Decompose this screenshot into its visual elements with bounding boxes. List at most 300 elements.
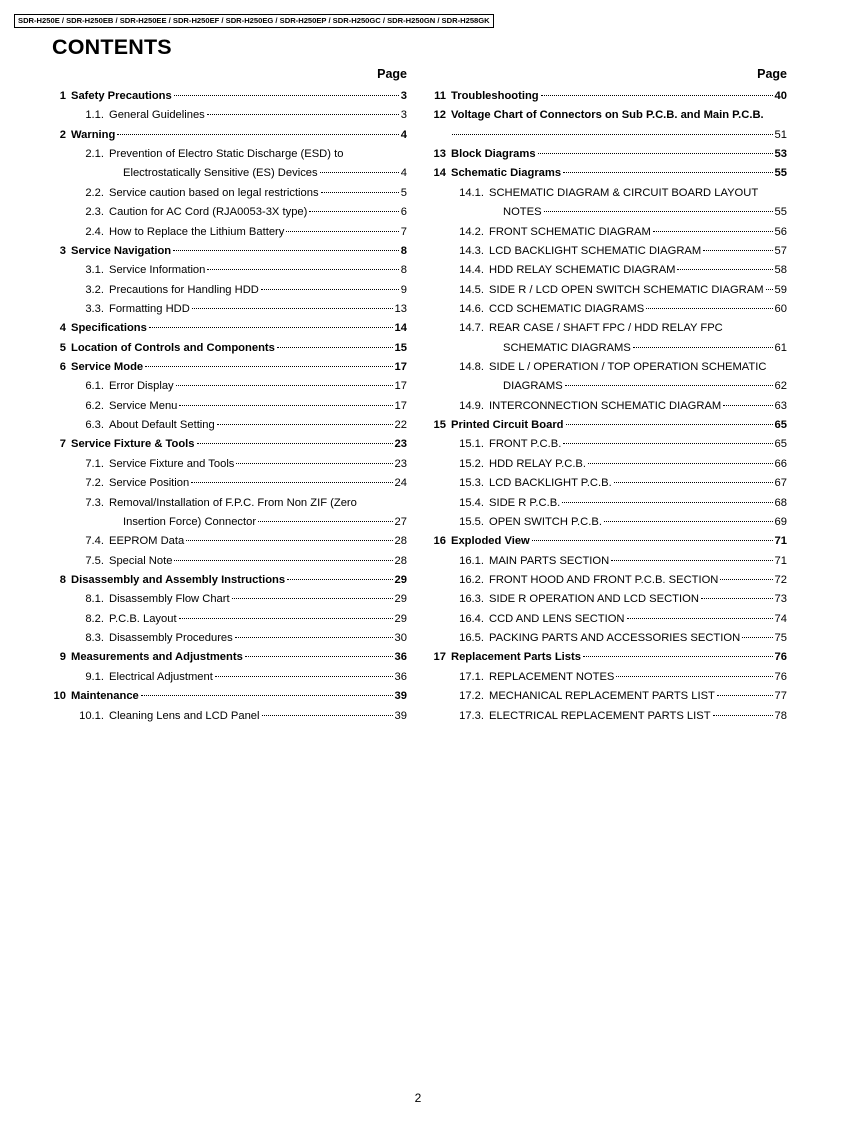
toc-entry-number: 15.4.: [459, 496, 484, 509]
toc-entry[interactable]: [52, 242, 407, 261]
toc-entry-number: 6.1.: [85, 380, 104, 393]
toc-entry[interactable]: [52, 223, 407, 242]
toc-entry-title: Service Position: [109, 477, 190, 490]
dot-leader: [614, 480, 773, 483]
toc-entry[interactable]: [432, 87, 787, 106]
toc-entry-title: MECHANICAL REPLACEMENT PARTS LIST: [489, 690, 715, 703]
toc-entry[interactable]: [432, 474, 787, 493]
toc-entry-page: 28: [394, 535, 407, 548]
toc-list: [52, 87, 407, 726]
toc-entry-page: 30: [394, 632, 407, 645]
dot-leader: [717, 693, 773, 696]
toc-entry-page: 73: [774, 593, 787, 606]
dot-leader: [236, 461, 392, 464]
toc-entry-title: HDD RELAY P.C.B.: [489, 457, 586, 470]
toc-entry-title: HDD RELAY SCHEMATIC DIAGRAM: [489, 264, 676, 277]
dot-leader: [538, 151, 773, 154]
toc-entry-page: 29: [394, 612, 407, 625]
toc-entry-number: 14.5.: [459, 283, 484, 296]
toc-entry[interactable]: [432, 629, 787, 648]
toc-entry-number: 8: [59, 573, 66, 586]
toc-entry-page: 63: [774, 399, 787, 412]
toc-entry-title: Disassembly and Assembly Instructions: [71, 573, 286, 586]
toc-entry-page: 67: [774, 477, 787, 490]
toc-entry-number: 7.5.: [85, 554, 104, 567]
dot-leader: [179, 616, 393, 619]
toc-entry-title: CCD SCHEMATIC DIAGRAMS: [489, 302, 645, 315]
toc-entry-title: Electrostatically Sensitive (ES) Devices: [123, 167, 318, 180]
toc-entry-title: LCD BACKLIGHT P.C.B.: [489, 477, 612, 490]
toc-entry-title: Service caution based on legal restrictions: [109, 186, 319, 199]
toc-entry-page: 77: [774, 690, 787, 703]
dot-leader: [701, 596, 773, 599]
toc-entry[interactable]: [432, 416, 787, 435]
toc-entry-title: Specifications: [71, 322, 147, 335]
toc-entry[interactable]: [432, 300, 787, 319]
dot-leader: [713, 713, 773, 716]
toc-entry-number: 16.3.: [459, 593, 484, 606]
toc-entry-title: Service Mode: [71, 361, 144, 374]
toc-entry[interactable]: [52, 687, 407, 706]
toc-entry-page: 5: [400, 186, 407, 199]
toc-entry-title: Service Fixture & Tools: [71, 438, 195, 451]
dot-leader: [588, 461, 773, 464]
toc-entry[interactable]: [432, 707, 787, 726]
dot-leader: [565, 383, 773, 386]
toc-entry-title: Electrical Adjustment: [109, 670, 213, 683]
toc-entry[interactable]: [432, 494, 787, 513]
toc-entry-title: Special Note: [109, 554, 173, 567]
toc-entry-number: 6.2.: [85, 399, 104, 412]
toc-entry-title: Disassembly Flow Chart: [109, 593, 230, 606]
toc-entry-page: 36: [394, 651, 407, 664]
toc-entry[interactable]: [432, 145, 787, 164]
toc-entry[interactable]: [52, 377, 407, 396]
toc-entry[interactable]: [432, 223, 787, 242]
toc-entry-title: Exploded View: [451, 535, 530, 548]
toc-entry-page: 17: [394, 399, 407, 412]
toc-entry[interactable]: [52, 532, 407, 551]
toc-entry-title: ELECTRICAL REPLACEMENT PARTS LIST: [489, 709, 711, 722]
toc-entry[interactable]: [432, 552, 787, 571]
toc-entry[interactable]: [52, 648, 407, 667]
toc-entry-page: 69: [774, 515, 787, 528]
toc-entry-number: 8.2.: [85, 612, 104, 625]
toc-entry-page: 4: [400, 128, 407, 141]
toc-entry-number: 14.6.: [459, 302, 484, 315]
toc-entry-title: Service Navigation: [71, 244, 172, 257]
toc-entry-title: Formatting HDD: [109, 302, 190, 315]
toc-entry-page: 7: [400, 225, 407, 238]
toc-entry[interactable]: [432, 281, 787, 300]
dot-leader: [145, 364, 392, 367]
dot-leader: [627, 616, 773, 619]
toc-entry-page: 75: [774, 632, 787, 645]
toc-entry-page: 66: [774, 457, 787, 470]
toc-entry-title: SIDE R P.C.B.: [489, 496, 561, 509]
toc-entry-number: 14.2.: [459, 225, 484, 238]
toc-entry-page: 51: [774, 128, 787, 141]
dot-leader: [174, 93, 399, 96]
toc-entry[interactable]: [52, 474, 407, 493]
toc-entry-title: Precautions for Handling HDD: [109, 283, 259, 296]
toc-entry[interactable]: [52, 707, 407, 726]
toc-entry-number: 15.3.: [459, 477, 484, 490]
toc-entry-title: Service Fixture and Tools: [109, 457, 235, 470]
toc-entry-title: Block Diagrams: [451, 148, 536, 161]
dot-leader: [173, 248, 399, 251]
toc-entry[interactable]: [52, 261, 407, 280]
toc-entry-number: 11: [434, 90, 446, 102]
toc-entry-title: P.C.B. Layout: [109, 612, 177, 625]
toc-entry-number: 13: [433, 148, 446, 161]
toc-entry-number: 5: [59, 341, 66, 354]
toc-entry-page: 22: [394, 419, 407, 432]
page-title: CONTENTS: [52, 35, 172, 59]
dot-leader: [563, 170, 772, 173]
toc-entry-title: SCHEMATIC DIAGRAM & CIRCUIT BOARD LAYOUT: [489, 186, 759, 199]
toc-entry-number: 16.1.: [459, 554, 484, 567]
toc-entry[interactable]: [432, 397, 787, 416]
toc-entry-page: 76: [774, 651, 787, 664]
toc-entry-number: 9: [59, 651, 66, 664]
toc-entry-number: 7.1.: [85, 457, 104, 470]
toc-entry-number: 17.3.: [459, 709, 484, 722]
toc-entry[interactable]: [432, 377, 787, 396]
toc-entry-page: 14: [394, 322, 407, 335]
toc-entry-number: 17: [433, 651, 446, 664]
toc-entry-page: 55: [774, 167, 787, 180]
toc-entry[interactable]: [52, 339, 407, 358]
toc-entry-page: 3: [400, 109, 407, 122]
toc-entry[interactable]: [52, 397, 407, 416]
toc-entry[interactable]: [52, 629, 407, 648]
toc-entry-page: 27: [394, 515, 407, 528]
toc-entry-number: 14: [433, 167, 446, 180]
toc-entry-number: 15.5.: [459, 515, 484, 528]
dot-leader: [258, 519, 392, 522]
dot-leader: [611, 558, 772, 561]
toc-entry-page: 65: [774, 438, 787, 451]
toc-right-column: [432, 63, 787, 726]
dot-leader: [179, 403, 392, 406]
toc-entry[interactable]: [52, 126, 407, 145]
toc-entry[interactable]: [432, 610, 787, 629]
toc-entry-page: 72: [774, 573, 787, 586]
toc-entry-title: CCD AND LENS SECTION: [489, 612, 625, 625]
toc-entry-page: 76: [774, 670, 787, 683]
dot-leader: [633, 345, 773, 348]
dot-leader: [541, 93, 773, 96]
toc-entry-title: FRONT SCHEMATIC DIAGRAM: [489, 225, 651, 238]
toc-entry[interactable]: [52, 203, 407, 222]
toc-entry[interactable]: [52, 571, 407, 590]
toc-entry-title: Maintenance: [71, 690, 139, 703]
toc-entry-title: Insertion Force) Connector: [123, 515, 257, 528]
toc-entry-page: 74: [774, 612, 787, 625]
toc-entry-title: INTERCONNECTION SCHEMATIC DIAGRAM: [489, 399, 722, 412]
toc-entry-number: 16.2.: [459, 573, 484, 586]
toc-entry[interactable]: [432, 242, 787, 261]
dot-leader: [117, 132, 398, 135]
dot-leader: [192, 306, 393, 309]
dot-leader: [197, 441, 393, 444]
toc-entry-number: 14.1.: [459, 186, 484, 199]
dot-leader: [720, 577, 772, 580]
toc-entry-number: 16.5.: [459, 632, 484, 645]
dot-leader: [532, 538, 773, 541]
toc-entry[interactable]: [432, 261, 787, 280]
toc-entry-page: 62: [774, 380, 787, 393]
toc-entry[interactable]: [432, 455, 787, 474]
toc-entry-number: 8.1.: [85, 593, 104, 606]
toc-entry-title: REAR CASE / SHAFT FPC / HDD RELAY FPC: [489, 322, 723, 335]
toc-entry[interactable]: [432, 687, 787, 706]
toc-entry-title: Troubleshooting: [451, 90, 539, 102]
toc-entry-title: Measurements and Adjustments: [71, 651, 243, 664]
toc-entry-number: 14.4.: [459, 264, 484, 277]
toc-entry[interactable]: [432, 203, 787, 222]
dot-leader: [646, 306, 772, 309]
toc-entry-number: 1.1.: [85, 109, 104, 122]
dot-leader: [186, 538, 392, 541]
dot-leader: [320, 170, 399, 173]
toc-entry-page: 17: [394, 361, 407, 374]
toc-entry-page: 8: [400, 264, 407, 277]
toc-entry-number: 7.4.: [85, 535, 104, 548]
toc-entry[interactable]: [432, 532, 787, 551]
toc-entry-page: 6: [400, 206, 407, 219]
toc-entry-page: 23: [394, 438, 407, 451]
toc-entry-title: SIDE R OPERATION AND LCD SECTION: [489, 593, 699, 606]
toc-entry-number: 15: [433, 419, 446, 432]
toc-entry[interactable]: [432, 339, 787, 358]
toc-entry[interactable]: [52, 358, 407, 377]
toc-entry-title: SIDE L / OPERATION / TOP OPERATION SCHEMATIC: [489, 361, 767, 374]
toc-entry-title: EEPROM Data: [109, 535, 185, 548]
dot-leader: [583, 654, 773, 657]
toc-entry-number: 2.2.: [85, 186, 104, 199]
dot-leader: [245, 654, 393, 657]
toc-entry-title: About Default Setting: [109, 419, 215, 432]
dot-leader: [563, 441, 772, 444]
toc-entry[interactable]: [52, 590, 407, 609]
toc-entry-title: Removal/Installation of F.P.C. From Non ZIF (Zero: [109, 496, 357, 509]
toc-entry-number: 2: [59, 128, 66, 141]
toc-entry-number: 7.3.: [85, 496, 104, 509]
toc-entry[interactable]: [432, 319, 787, 338]
toc-entry-page: 9: [400, 283, 407, 296]
dot-leader: [309, 209, 398, 212]
toc-entry-page: 59: [774, 283, 787, 296]
toc-entry[interactable]: [52, 164, 407, 183]
toc-entry-title: SCHEMATIC DIAGRAMS: [503, 341, 631, 354]
toc-entry-title: NOTES: [503, 206, 542, 219]
toc-entry[interactable]: [52, 300, 407, 319]
toc-entry-page: 39: [394, 709, 407, 722]
toc-entry-page: 29: [394, 573, 407, 586]
dot-leader: [174, 558, 392, 561]
toc-entry[interactable]: [432, 358, 787, 377]
toc-entry-title: OPEN SWITCH P.C.B.: [489, 515, 602, 528]
toc-entry-title: Prevention of Electro Static Discharge (ESD) to: [109, 148, 344, 161]
toc-entry-number: 9.1.: [85, 670, 104, 683]
toc-entry-number: 8.3.: [85, 632, 104, 645]
dot-leader: [191, 480, 392, 483]
toc-entry-number: 6: [59, 361, 66, 374]
toc-entry-page: 55: [774, 206, 787, 219]
toc-entry-number: 3.3.: [85, 302, 104, 315]
toc-entry-title: FRONT HOOD AND FRONT P.C.B. SECTION: [489, 573, 719, 586]
toc-entry[interactable]: [432, 435, 787, 454]
toc-entry-title: General Guidelines: [109, 109, 205, 122]
toc-entry-number: 2.4.: [85, 225, 104, 238]
toc-left-column: [52, 63, 407, 726]
toc-entry-title: Schematic Diagrams: [451, 167, 562, 180]
toc-entry-page: 71: [774, 535, 787, 548]
dot-leader: [207, 267, 398, 270]
dot-leader: [604, 519, 773, 522]
toc-entry-title: FRONT P.C.B.: [489, 438, 562, 451]
dot-leader: [677, 267, 772, 270]
toc-entry-number: 2.1.: [85, 148, 104, 161]
dot-leader: [703, 248, 772, 251]
dot-leader: [321, 190, 399, 193]
toc-entry-number: 17.2.: [459, 690, 484, 703]
page-number: 2: [414, 1091, 422, 1105]
toc-entry-page: 65: [774, 419, 787, 432]
toc-entry-page: 68: [774, 496, 787, 509]
dot-leader: [544, 209, 773, 212]
toc-entry-page: 78: [774, 709, 787, 722]
toc-entry-number: 3: [59, 244, 66, 257]
toc-entry-page: 4: [400, 167, 407, 180]
toc-entry-title: SIDE R / LCD OPEN SWITCH SCHEMATIC DIAGRAM: [489, 283, 764, 296]
toc-entry-number: 16: [433, 535, 446, 548]
toc-entry-title: Replacement Parts Lists: [451, 651, 581, 664]
toc-entry[interactable]: [432, 668, 787, 687]
toc-entry-page: 13: [394, 302, 407, 315]
toc-entry-title: MAIN PARTS SECTION: [489, 554, 610, 567]
toc-entry[interactable]: [52, 281, 407, 300]
toc-entry-title: Caution for AC Cord (RJA0053-3X type): [109, 206, 308, 219]
toc-entry-title: Safety Precautions: [71, 90, 172, 102]
toc-entry[interactable]: [432, 648, 787, 667]
toc-entry[interactable]: [432, 571, 787, 590]
toc-entry[interactable]: [52, 513, 407, 532]
dot-leader: [262, 713, 393, 716]
dot-leader: [232, 596, 393, 599]
toc-entry[interactable]: [432, 184, 787, 203]
toc-entry-page: 58: [774, 264, 787, 277]
toc-entry[interactable]: [52, 87, 407, 106]
dot-leader: [287, 577, 392, 580]
dot-leader: [566, 422, 773, 425]
toc-entry-page: 53: [774, 148, 787, 161]
toc-entry[interactable]: [52, 435, 407, 454]
toc-entry-number: 12: [433, 109, 446, 122]
toc-entry-title: PACKING PARTS AND ACCESSORIES SECTION: [489, 632, 741, 645]
toc-entry-title: REPLACEMENT NOTES: [489, 670, 615, 683]
toc-entry-number: 10.1.: [79, 709, 104, 722]
dot-leader: [176, 383, 393, 386]
toc-entry[interactable]: [52, 416, 407, 435]
toc-entry-title: Error Display: [109, 380, 174, 393]
dot-leader: [452, 132, 773, 135]
toc-entry-title: Voltage Chart of Connectors on Sub P.C.B. and Main P.C.B.: [451, 109, 764, 122]
toc-entry-page: 60: [774, 302, 787, 315]
toc-entry[interactable]: [52, 610, 407, 629]
toc-entry-number: 14.3.: [459, 244, 484, 257]
toc-entry[interactable]: [52, 145, 407, 164]
toc-entry[interactable]: [52, 552, 407, 571]
toc-entry-title: Printed Circuit Board: [451, 419, 564, 432]
toc-entry-page: 57: [774, 244, 787, 257]
toc-entry-page: 61: [774, 341, 787, 354]
dot-leader: [616, 674, 772, 677]
toc-entry-title: Location of Controls and Components: [71, 341, 275, 354]
toc-entry-number: 2.3.: [85, 206, 104, 219]
dot-leader: [215, 674, 393, 677]
toc-entry-number: 14.9.: [459, 399, 484, 412]
toc-entry-page: 23: [394, 457, 407, 470]
toc-entry-number: 7: [59, 438, 66, 451]
toc-entry[interactable]: [52, 319, 407, 338]
toc-entry[interactable]: [432, 164, 787, 183]
toc-entry[interactable]: [432, 106, 787, 125]
toc-entry-page: 40: [774, 90, 787, 102]
toc-list: [432, 87, 787, 726]
toc-entry-title: LCD BACKLIGHT SCHEMATIC DIAGRAM: [489, 244, 702, 257]
dot-leader: [653, 229, 773, 232]
toc-entry[interactable]: [432, 513, 787, 532]
toc-entry-title: Disassembly Procedures: [109, 632, 233, 645]
toc-entry-title: Service Menu: [109, 399, 178, 412]
toc-entry-page: 15: [394, 341, 407, 354]
toc-entry-number: 14.7.: [459, 322, 484, 335]
toc-entry-page: 17: [394, 380, 407, 393]
page-column-label: Page: [377, 67, 407, 81]
dot-leader: [766, 287, 773, 290]
toc-entry[interactable]: [52, 184, 407, 203]
page-column-label: Page: [757, 67, 787, 81]
model-list-header: SDR-H250E / SDR-H250EB / SDR-H250EE / SDR-H250EF / SDR-H250EG / SDR-H250EP / SDR-H250GC / SDR-H250GN / SDR-H258GK: [14, 14, 494, 28]
toc-entry-page: 8: [400, 244, 407, 257]
toc-entry-page: 28: [394, 554, 407, 567]
toc-entry-number: 17.1.: [459, 670, 484, 683]
dot-leader: [286, 229, 398, 232]
dot-leader: [217, 422, 393, 425]
toc-entry-number: 3.1.: [85, 264, 104, 277]
toc-entry[interactable]: [432, 126, 787, 145]
toc-entry-number: 1: [59, 90, 66, 102]
dot-leader: [261, 287, 399, 290]
toc-entry-page: 56: [774, 225, 787, 238]
toc-entry-page: 24: [394, 477, 407, 490]
toc-entry-number: 16.4.: [459, 612, 484, 625]
toc-entry[interactable]: [52, 106, 407, 125]
dot-leader: [149, 325, 393, 328]
toc-entry[interactable]: [52, 494, 407, 513]
toc-entry-number: 14.8.: [459, 361, 484, 374]
toc-entry[interactable]: [52, 455, 407, 474]
toc-entry[interactable]: [52, 668, 407, 687]
dot-leader: [207, 112, 399, 115]
toc-entry-number: 3.2.: [85, 283, 104, 296]
toc-entry[interactable]: [432, 590, 787, 609]
toc-entry-title: How to Replace the Lithium Battery: [109, 225, 285, 238]
toc-entry-title: DIAGRAMS: [503, 380, 563, 393]
